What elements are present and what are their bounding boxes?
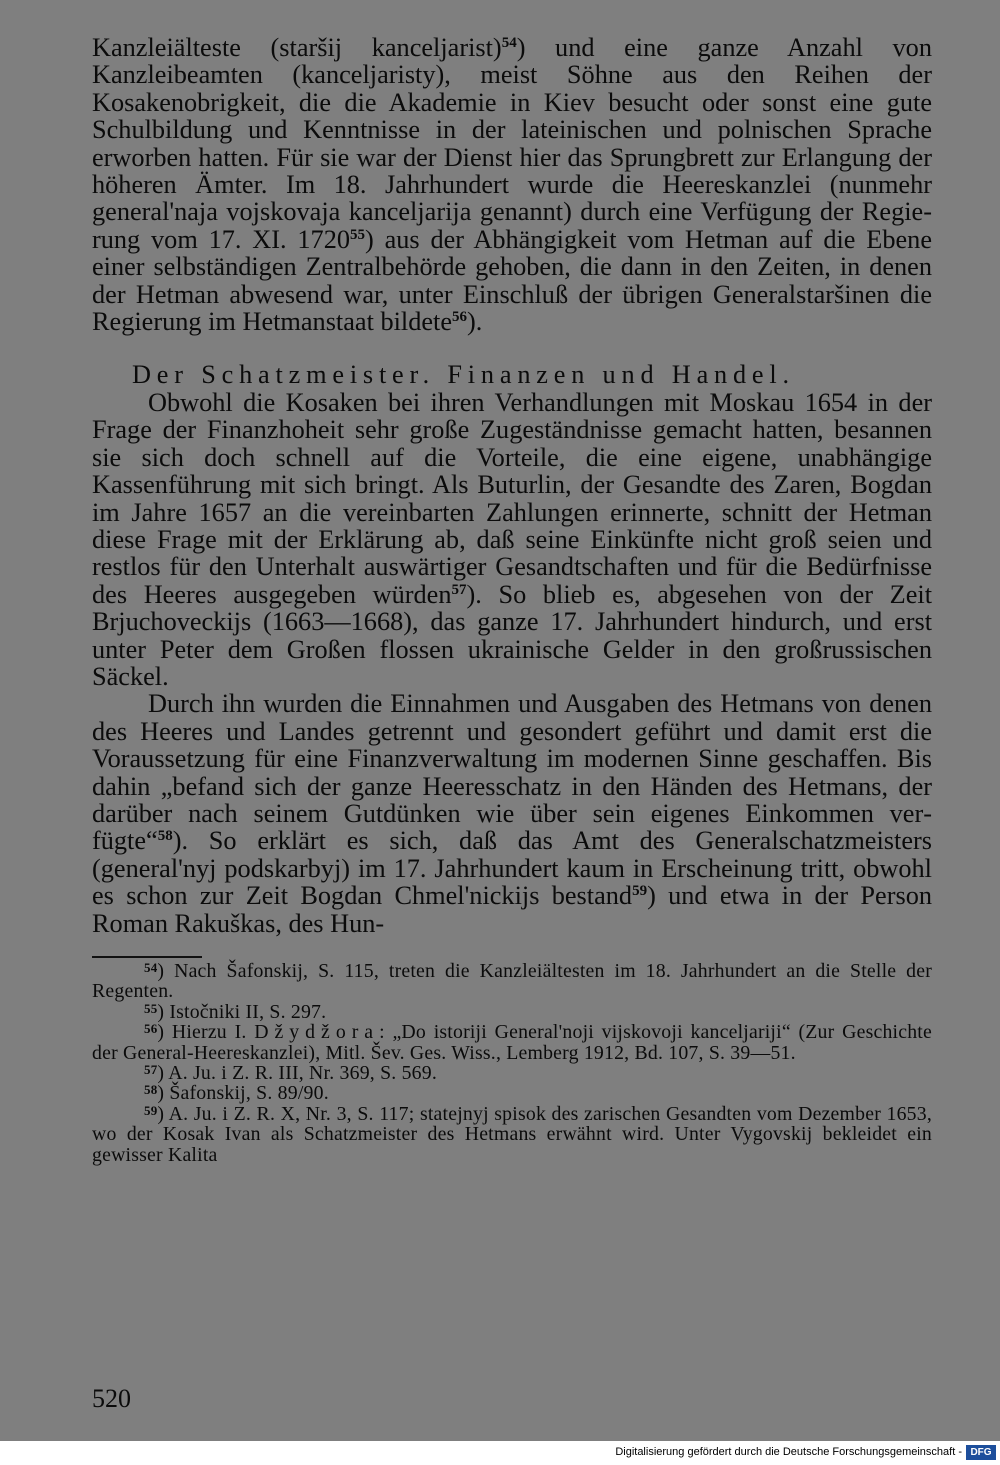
footnote-57 [92, 1063, 932, 1083]
body-paragraph-1 [92, 34, 932, 335]
paragraph-text: ) und eine ganze Anzahl von Kanzleibeamten (kanceljaristy), meist Söhne aus den Reihen der Kosakenobrigkeit, die die Akademie in Kiev besucht oder sonst eine gute Schulbildung und Kenntnisse in der lateinischen und polnischen Sprache erworben hatten. Für sie war der Dienst hier das Sprungbrett zur Erlangung der höheren Ämter. Im 18. Jahrhundert wurde die Heereskanzlei (nunmehr general'naja vojskovaja kanceljarija genannt) durch eine Verfügung der Regierung vom 17. XI. 1720 [92, 33, 932, 254]
paragraph-text: ) aus der Abhängigkeit vom Hetman auf die Ebene einer selbständigen Zentralbehörde gehoben, die dann in den Zeiten, in denen der Hetman abwesend war, unter Einschluß der übrigen Generalstaršinen die Regierung im Hetmanstaat bildete [92, 224, 932, 337]
paragraph-text: ). [467, 307, 483, 337]
footnote-59 [92, 1104, 932, 1165]
footnote-text: ) A. Ju. i Z. R. III, Nr. 369, S. 569. [157, 1062, 437, 1085]
footnote-58 [92, 1083, 932, 1103]
footnote-54 [92, 961, 932, 1002]
paragraph-text: ). So erklärt es sich, daß das Amt des Generalschatzmeisters (general'nyj podskarbyj) im 17. Jahrhundert kaum in Erscheinung tritt, obwohl es schon zur Zeit Bogdan Chmel'nickijs bestand [92, 826, 932, 911]
body-paragraph-3 [92, 690, 932, 937]
digitization-footer [0, 1441, 1000, 1465]
footnote-text: ) A. Ju. i Z. R. X, Nr. 3, S. 117; statejnyj spisok des zarischen Gesandten vom Dezember 1653, wo der Kosak Ivan als Schatzmeister des Hetmans erwähnt wird. Unter Vygovskij bekleidet ein gewisser Kalita [92, 1102, 932, 1166]
footnote-mark: 59 [144, 1102, 158, 1118]
page-number: 520 [92, 1384, 131, 1413]
footnote-mark: 56 [144, 1021, 158, 1037]
page-content [92, 34, 932, 1165]
footnote-divider [92, 956, 202, 958]
paragraph-text: Obwohl die Kosaken bei ihren Verhandlungen mit Moskau 1654 in der Frage der Finanzhoheit sehr große Zugeständnisse gemacht hatten, besannen sie sich doch schnell auf die Vorteile, die eine eigene, unabhängige Kassenführung mit sich bringt. Als Buturlin, der Gesandte des Zaren, Bogdan im Jahre 1657 an die vereinbarten Zahlungen erinnerte, schnitt der Hetman diese Frage mit der Erklärung ab, daß seine Einkünfte nicht groß seien und restlos für den Unterhalt auswärtiger Gesandtschaften und für die Bedürfnisse des Heeres ausgegeben würden [92, 387, 932, 609]
paragraph-text: ). So blieb es, abgesehen von der Zeit Brjuchoveckijs (1663—1668), das ganze 17. Jahrhundert hindurch, und erst unter Peter dem Großen flossen ukrainische Gelder in den großrussischen Säckel. [92, 579, 932, 691]
footnote-mark: 58 [144, 1082, 158, 1098]
footnote-mark: 54 [144, 960, 158, 975]
footnote-reference[interactable]: 56 [452, 309, 468, 326]
footnote-55 [92, 1002, 932, 1022]
footnote-reference[interactable]: 54 [501, 35, 517, 51]
footnote-56 [92, 1022, 932, 1063]
footnote-text: : „Do istoriji General'noji vijskovoji kanceljariji“ (Zur Geschichte der General-Heereskanzlei), Mitl. Šev. Ges. Wiss., Lemberg 1912, Bd. 107, S. 39—51. [92, 1021, 932, 1064]
footnote-reference[interactable]: 55 [350, 226, 365, 243]
footnotes [92, 961, 932, 1165]
footnote-text: ) Šafonskij, S. 89/90. [157, 1082, 329, 1105]
footnote-text: ) Istočniki II, S. 297. [157, 1000, 327, 1023]
section-heading: Der Schatzmeister. Finanzen und Handel. [132, 360, 795, 390]
footnote-reference[interactable]: 58 [157, 828, 173, 845]
paragraph-text: Kanzleiälteste (staršij kanceljarist) [92, 33, 502, 62]
footnote-mark: 57 [144, 1062, 158, 1078]
dfg-logo-icon: DFG [966, 1445, 996, 1460]
author-name: Džydžora [254, 1021, 380, 1044]
paragraph-text: ) und etwa in der Person Roman Rakuškas, des Hun- [92, 881, 932, 938]
digitization-credit: Digitalisierung gefördert durch die Deutsche Forschungsgemeinschaft - [615, 1446, 962, 1458]
footnote-text: ) Nach Šafonskij, S. 115, treten die Kanzleiältesten im 18. Jahrhundert an die Stelle der Regenten. [92, 960, 932, 1003]
paragraph-text: Durch ihn wurden die Einnahmen und Ausgaben des Hetmans von denen des Heeres und Landes getrennt und gesondert geführt und damit erst die Voraussetzung für eine Finanzverwaltung im modernen Sinne geschaffen. Bis dahin „befand sich der ganze Heeresschatz in den Händen des Hetmans, der darüber nach seinem Gutdünken wie über sein eigenes Einkommen verfügte“ [92, 689, 932, 856]
footnote-text: ) Hierzu I. [157, 1021, 255, 1044]
footnote-reference[interactable]: 57 [451, 581, 467, 598]
body-paragraph-2 [92, 389, 932, 690]
footnote-reference[interactable]: 59 [632, 883, 648, 900]
footnote-mark: 55 [144, 1000, 158, 1016]
